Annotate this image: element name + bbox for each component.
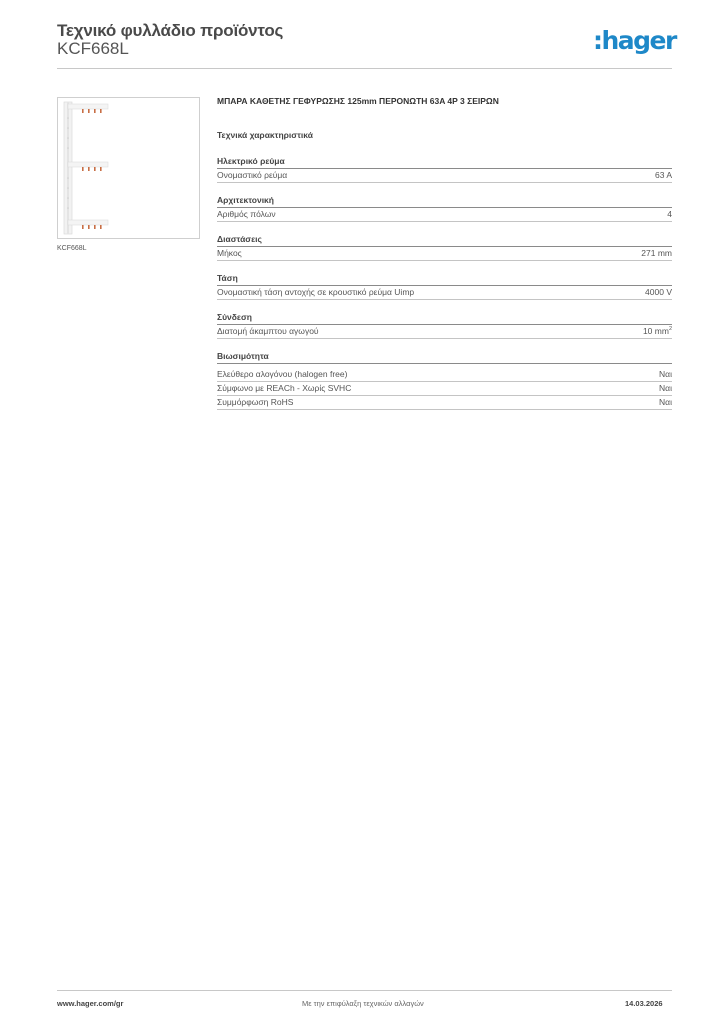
image-caption: KCF668L <box>57 245 87 252</box>
product-image-frame <box>57 97 200 239</box>
spec-label: Μήκος <box>217 248 242 258</box>
spec-value: 4 <box>667 209 672 219</box>
spec-row <box>217 247 672 261</box>
spec-label: Διατομή άκαμπτου αγωγού <box>217 326 319 336</box>
spec-group-title: Ηλεκτρικό ρεύμα <box>217 155 672 169</box>
spec-label: Συμμόρφωση RoHS <box>217 397 294 407</box>
hager-logo: :hager <box>593 26 676 55</box>
spec-value: 10 mm <box>642 326 669 336</box>
specs-heading: Τεχνικά χαρακτηριστικά <box>217 130 313 140</box>
spec-group-architecture <box>217 194 672 222</box>
footer-notice: Με την επιφύλαξη τεχνικών αλλαγών <box>302 999 424 1008</box>
spec-group-sustainability <box>217 350 672 410</box>
spec-group-voltage <box>217 272 672 300</box>
spec-group-title: Τάση <box>217 272 672 286</box>
footer-website-link[interactable]: www.hager.com/gr <box>57 999 124 1008</box>
header-divider <box>57 68 672 69</box>
spec-row <box>217 368 672 382</box>
product-code: KCF668L <box>57 39 129 58</box>
spec-row <box>217 286 672 300</box>
spec-group-dimensions <box>217 233 672 261</box>
spec-row <box>217 208 672 222</box>
spec-value: 271 mm <box>641 248 672 258</box>
spec-label: Ονομαστικό ρεύμα <box>217 170 288 180</box>
spec-value: Ναι <box>659 383 672 393</box>
spec-group-title: Βιωσιμότητα <box>217 350 672 364</box>
spec-label: Σύμφωνο με REACh - Χωρίς SVHC <box>217 383 352 393</box>
busbar-product-image <box>58 98 199 238</box>
spec-label: Αριθμός πόλων <box>217 209 276 219</box>
spec-value: Ναι <box>659 369 672 379</box>
spec-value: 4000 V <box>645 287 672 297</box>
document-title: Τεχνικό φυλλάδιο προϊόντος <box>57 21 284 40</box>
spec-group-electrical <box>217 155 672 183</box>
spec-row <box>217 169 672 183</box>
product-name: ΜΠΑΡΑ ΚΑΘΕΤΗΣ ΓΕΦΥΡΩΣΗΣ 125mm ΠΕΡΟΝΩΤΗ 63A 4P 3 ΣΕΙΡΩΝ <box>217 96 499 106</box>
spec-label: Ελεύθερο αλογόνου (halogen free) <box>217 369 348 379</box>
spec-row <box>217 396 672 410</box>
spec-row <box>217 325 672 339</box>
spec-group-title: Αρχιτεκτονική <box>217 194 672 208</box>
footer-divider <box>57 990 672 991</box>
spec-group-connection <box>217 311 672 339</box>
spec-group-title: Σύνδεση <box>217 311 672 325</box>
spec-label: Ονομαστική τάση αντοχής σε κρουστικό ρεύμα Uimp <box>217 287 415 297</box>
spec-value: Ναι <box>659 397 672 407</box>
footer-date: 14.03.2026 <box>625 999 663 1008</box>
spec-group-title: Διαστάσεις <box>217 233 672 247</box>
spec-value-wrap <box>643 325 672 338</box>
spec-value: 63 A <box>654 170 672 180</box>
spec-value-superscript: 2 <box>668 326 672 333</box>
spec-row <box>217 382 672 396</box>
